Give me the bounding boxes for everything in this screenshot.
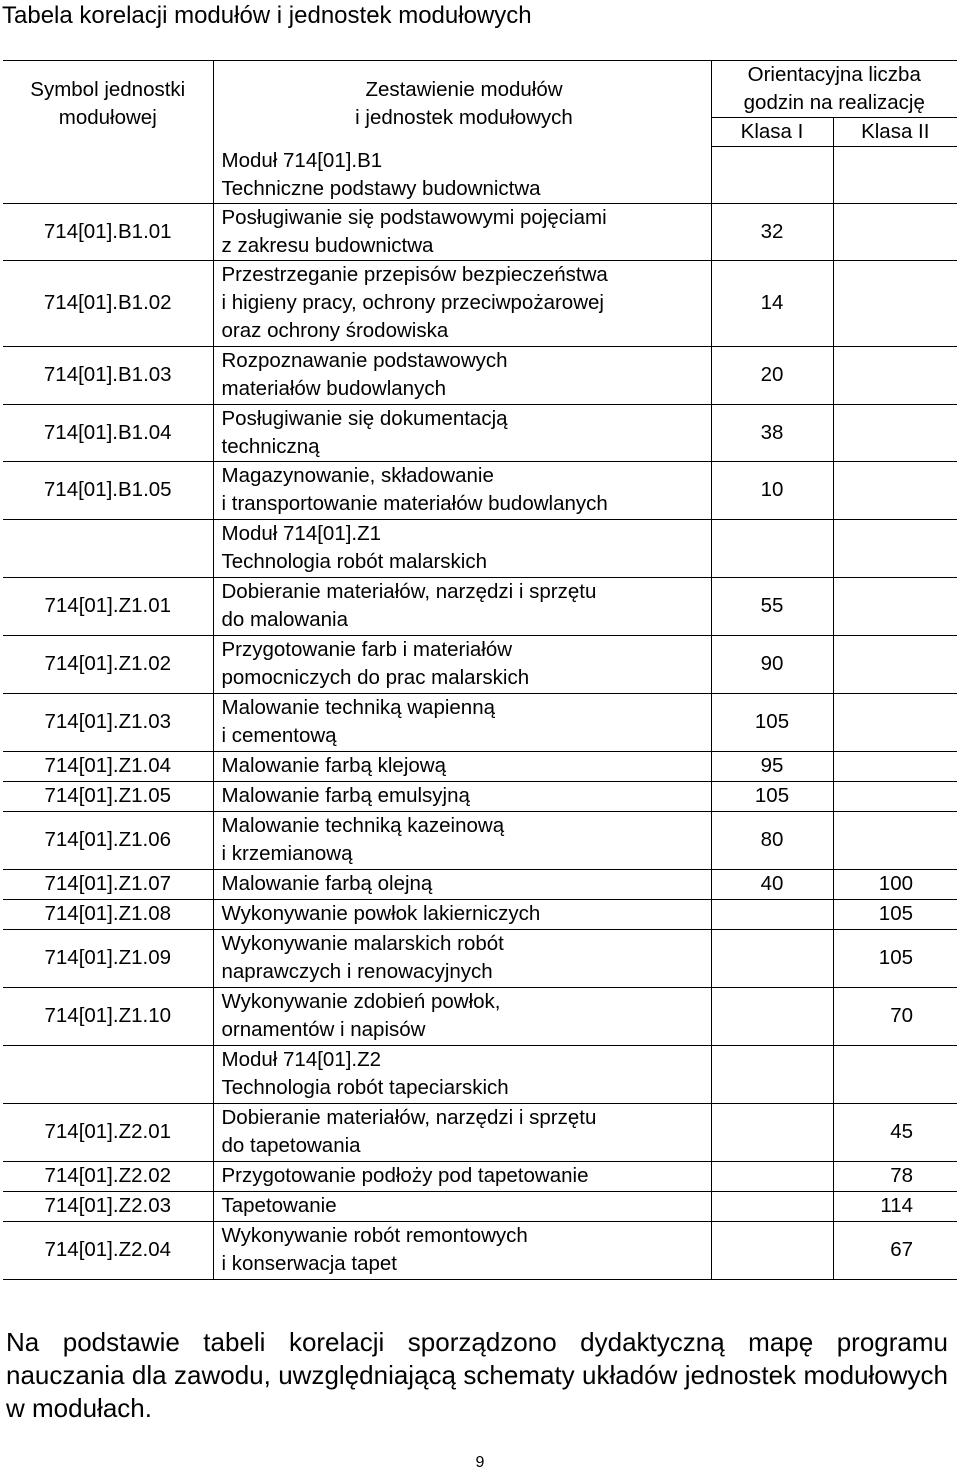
hours-klasa-2 — [833, 519, 957, 577]
table-row — [3, 203, 957, 260]
unit-name — [213, 869, 711, 899]
unit-name — [213, 461, 711, 519]
hours-klasa-1 — [711, 1221, 833, 1279]
unit-name — [213, 346, 711, 404]
unit-name — [213, 635, 711, 693]
header-symbol: Symbol jednostki modułowej — [3, 61, 213, 147]
name-line: Dobieranie materiałów, narzędzi i sprzętu — [221, 580, 597, 603]
unit-code: 714[01].Z1.08 — [3, 899, 213, 929]
name-line: Rozpoznawanie podstawowych — [221, 349, 508, 372]
table-row — [3, 1161, 957, 1191]
unit-name — [213, 1103, 711, 1161]
hours-klasa-2: 67 — [833, 1221, 957, 1279]
hours-klasa-1 — [711, 1191, 833, 1221]
table-row — [3, 899, 957, 929]
name-line: Malowanie farbą olejną — [221, 872, 433, 895]
unit-name — [213, 751, 711, 781]
hours-klasa-2 — [833, 781, 957, 811]
hours-klasa-1: 80 — [711, 811, 833, 869]
hours-klasa-1: 38 — [711, 404, 833, 461]
name-line: ornamentów i napisów — [221, 1018, 426, 1041]
module-title — [213, 147, 711, 204]
name-line: Posługiwanie się podstawowymi pojęciami — [221, 205, 607, 229]
hours-klasa-1 — [711, 1103, 833, 1161]
hours-klasa-2: 70 — [833, 987, 957, 1045]
table-row — [3, 635, 957, 693]
table-row — [3, 404, 957, 461]
name-line: Przestrzeganie przepisów bezpieczeństwa — [221, 263, 608, 286]
unit-code: 714[01].B1.04 — [3, 404, 213, 461]
unit-code: 714[01].Z1.02 — [3, 635, 213, 693]
hours-klasa-1: 55 — [711, 577, 833, 635]
unit-code: 714[01].Z1.03 — [3, 693, 213, 751]
unit-name — [213, 693, 711, 751]
hours-klasa-1 — [711, 987, 833, 1045]
unit-name — [213, 781, 711, 811]
name-line: Wykonywanie malarskich robót — [221, 932, 504, 955]
unit-code: 714[01].Z1.07 — [3, 869, 213, 899]
unit-code — [3, 519, 213, 577]
hours-klasa-1 — [711, 519, 833, 577]
hours-klasa-1: 95 — [711, 751, 833, 781]
table-row — [3, 929, 957, 987]
hours-klasa-2 — [833, 147, 957, 204]
hours-klasa-2: 45 — [833, 1103, 957, 1161]
hours-klasa-2 — [833, 577, 957, 635]
name-line: naprawczych i renowacyjnych — [221, 960, 493, 983]
table-row — [3, 751, 957, 781]
hours-klasa-2 — [833, 260, 957, 346]
hours-klasa-2 — [833, 811, 957, 869]
hours-klasa-1: 32 — [711, 203, 833, 260]
unit-name — [213, 899, 711, 929]
unit-code — [3, 147, 213, 204]
name-line: z zakresu budownictwa — [221, 233, 434, 257]
unit-name — [213, 987, 711, 1045]
name-line: i krzemianową — [221, 842, 353, 865]
name-line: Malowanie farbą klejową — [221, 754, 446, 777]
hours-klasa-1: 105 — [711, 781, 833, 811]
unit-code: 714[01].B1.05 — [3, 461, 213, 519]
hours-klasa-2 — [833, 635, 957, 693]
name-line: Malowanie techniką kazeinową — [221, 814, 505, 837]
unit-code: 714[01].B1.03 — [3, 346, 213, 404]
name-line: Technologia robót malarskich — [221, 550, 487, 573]
name-line: i transportowanie materiałów budowlanych — [221, 492, 608, 515]
unit-code: 714[01].Z1.09 — [3, 929, 213, 987]
hours-klasa-1: 14 — [711, 260, 833, 346]
unit-name — [213, 203, 711, 260]
unit-code: 714[01].B1.01 — [3, 203, 213, 260]
name-line: do tapetowania — [221, 1134, 361, 1157]
unit-code: 714[01].Z1.01 — [3, 577, 213, 635]
unit-code: 714[01].B1.02 — [3, 260, 213, 346]
hours-klasa-2: 105 — [833, 899, 957, 929]
name-line: Moduł 714[01].Z1 — [221, 522, 382, 545]
header-hours: Orientacyjna liczba godzin na realizację — [711, 61, 957, 118]
table-row — [3, 781, 957, 811]
name-line: pomocniczych do prac malarskich — [221, 666, 530, 689]
module-row — [3, 519, 957, 577]
module-row — [3, 147, 957, 204]
name-line: Magazynowanie, składowanie — [221, 464, 494, 487]
name-line: Przygotowanie podłoży pod tapetowanie — [221, 1164, 589, 1187]
unit-code: 714[01].Z2.03 — [3, 1191, 213, 1221]
hours-klasa-1: 105 — [711, 693, 833, 751]
unit-code: 714[01].Z2.01 — [3, 1103, 213, 1161]
name-line: oraz ochrony środowiska — [221, 319, 449, 342]
name-line: Wykonywanie powłok lakierniczych — [221, 902, 541, 925]
name-line: i higieny pracy, ochrony przeciwpożarowej — [221, 291, 604, 314]
name-line: Tapetowanie — [221, 1194, 337, 1217]
unit-name — [213, 811, 711, 869]
unit-name — [213, 1221, 711, 1279]
name-line: i cementową — [221, 724, 337, 747]
unit-name — [213, 929, 711, 987]
module-title — [213, 519, 711, 577]
body-paragraph: Na podstawie tabeli korelacji sporządzono dydaktyczną mapę programu nauczania dla zawodu, uwzględniającą schematy układów jednostek modułowych w modułach. — [6, 1327, 948, 1423]
name-line: Techniczne podstawy budownictwa — [221, 176, 541, 200]
unit-code: 714[01].Z1.04 — [3, 751, 213, 781]
module-row — [3, 1045, 957, 1103]
table-row — [3, 811, 957, 869]
unit-code: 714[01].Z1.06 — [3, 811, 213, 869]
unit-name — [213, 1161, 711, 1191]
name-line: do malowania — [221, 608, 348, 631]
hours-klasa-1 — [711, 1161, 833, 1191]
page-title: Tabela korelacji modułów i jednostek modułowych — [2, 2, 532, 29]
table-body — [3, 147, 957, 1280]
hours-klasa-2 — [833, 1045, 957, 1103]
table-row — [3, 869, 957, 899]
name-line: Technologia robót tapeciarskich — [221, 1076, 509, 1099]
unit-name — [213, 1191, 711, 1221]
hours-klasa-2 — [833, 693, 957, 751]
hours-klasa-1: 20 — [711, 346, 833, 404]
name-line: Dobieranie materiałów, narzędzi i sprzętu — [221, 1106, 597, 1129]
unit-name — [213, 577, 711, 635]
hours-klasa-2: 105 — [833, 929, 957, 987]
name-line: Malowanie farbą emulsyjną — [221, 784, 470, 807]
table-row — [3, 693, 957, 751]
unit-code: 714[01].Z2.02 — [3, 1161, 213, 1191]
correlation-table — [3, 60, 957, 1280]
name-line: Przygotowanie farb i materiałów — [221, 638, 513, 661]
name-line: Posługiwanie się dokumentacją — [221, 406, 508, 430]
hours-klasa-1: 90 — [711, 635, 833, 693]
name-line: Wykonywanie zdobień powłok, — [221, 990, 501, 1013]
hours-klasa-1 — [711, 899, 833, 929]
hours-klasa-1 — [711, 1045, 833, 1103]
name-line: Moduł 714[01].Z2 — [221, 1048, 382, 1071]
hours-klasa-1: 40 — [711, 869, 833, 899]
hours-klasa-2 — [833, 751, 957, 781]
name-line: i konserwacja tapet — [221, 1252, 397, 1275]
hours-klasa-1 — [711, 929, 833, 987]
unit-name — [213, 404, 711, 461]
table-row — [3, 346, 957, 404]
name-line: Moduł 714[01].B1 — [221, 148, 383, 172]
hours-klasa-2: 100 — [833, 869, 957, 899]
header-zestawienie: Zestawienie modułów i jednostek modułowych — [213, 61, 711, 147]
table-row — [3, 987, 957, 1045]
page-number: 9 — [475, 1454, 485, 1471]
table-row — [3, 1221, 957, 1279]
hours-klasa-2: 78 — [833, 1161, 957, 1191]
hours-klasa-1 — [711, 147, 833, 204]
table-row — [3, 1103, 957, 1161]
name-line: Wykonywanie robót remontowych — [221, 1224, 528, 1247]
hours-klasa-2 — [833, 461, 957, 519]
hours-klasa-2 — [833, 346, 957, 404]
header-klasa-1: Klasa I — [711, 118, 833, 147]
name-line: techniczną — [221, 434, 320, 458]
hours-klasa-2 — [833, 203, 957, 260]
unit-code: 714[01].Z1.10 — [3, 987, 213, 1045]
name-line: Malowanie techniką wapienną — [221, 696, 496, 719]
unit-code: 714[01].Z1.05 — [3, 781, 213, 811]
unit-name — [213, 260, 711, 346]
hours-klasa-1: 10 — [711, 461, 833, 519]
table-row — [3, 461, 957, 519]
unit-code: 714[01].Z2.04 — [3, 1221, 213, 1279]
header-klasa-2: Klasa II — [833, 118, 957, 147]
table-row — [3, 1191, 957, 1221]
hours-klasa-2: 114 — [833, 1191, 957, 1221]
name-line: materiałów budowlanych — [221, 377, 446, 400]
table-row — [3, 260, 957, 346]
hours-klasa-2 — [833, 404, 957, 461]
table-row — [3, 577, 957, 635]
unit-code — [3, 1045, 213, 1103]
module-title — [213, 1045, 711, 1103]
